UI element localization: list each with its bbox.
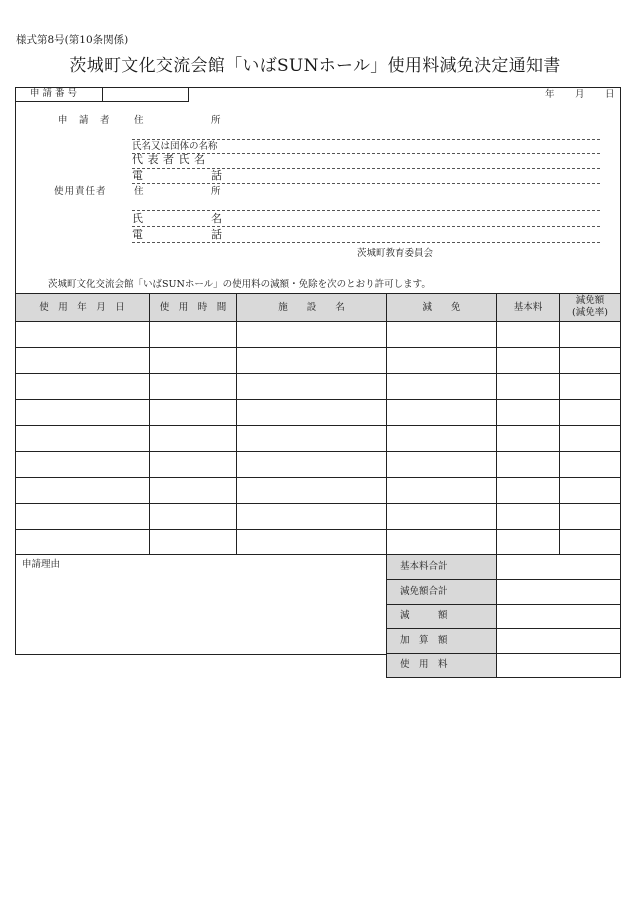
date-day-label: 日 bbox=[605, 89, 615, 100]
cell-usage-date[interactable] bbox=[16, 452, 149, 476]
applicant-label: 申 請 者 bbox=[58, 115, 111, 126]
cell-usage-date[interactable] bbox=[16, 530, 149, 554]
cell-basic-fee[interactable] bbox=[497, 530, 559, 554]
cell-usage-date[interactable] bbox=[16, 426, 149, 450]
surcharge-field[interactable] bbox=[498, 630, 618, 652]
col-header-discount-rate: (減免率) bbox=[572, 307, 608, 318]
col-header-facility-name: 施 設 名 bbox=[278, 302, 345, 313]
cell-facility-name[interactable] bbox=[237, 426, 386, 450]
col-header-usage-date: 使 用 年 月 日 bbox=[39, 302, 125, 313]
cell-usage-time[interactable] bbox=[150, 400, 236, 424]
summary-usage-fee-label: 使 用 料 bbox=[400, 659, 448, 670]
cell-usage-date[interactable] bbox=[16, 348, 149, 372]
cell-discount[interactable] bbox=[560, 400, 620, 424]
page-title: 茨城町文化交流会館「いばSUNホール」使用料減免決定通知書 bbox=[69, 56, 561, 76]
date-year-label: 年 bbox=[545, 89, 555, 100]
cell-usage-date[interactable] bbox=[16, 400, 149, 424]
responsible-label: 使用責任者 bbox=[54, 186, 107, 197]
cell-facility-name[interactable] bbox=[237, 322, 386, 346]
responsible-phone-line[interactable] bbox=[132, 242, 600, 243]
cell-facility-name[interactable] bbox=[237, 530, 386, 554]
responsible-name-char2: 名 bbox=[211, 212, 222, 225]
cell-usage-time[interactable] bbox=[150, 322, 236, 346]
summary-usage-fee bbox=[400, 659, 482, 671]
cell-usage-time[interactable] bbox=[150, 530, 236, 554]
notice-text: 茨城町文化交流会館「いばSUNホール」の使用料の減額・免除を次のとおり許可します。 bbox=[48, 279, 431, 290]
cell-basic-fee[interactable] bbox=[497, 452, 559, 476]
cell-discount[interactable] bbox=[560, 426, 620, 450]
cell-basic-fee[interactable] bbox=[497, 348, 559, 372]
cell-usage-time[interactable] bbox=[150, 452, 236, 476]
summary-discount-total bbox=[400, 586, 482, 598]
responsible-address-char1: 住 bbox=[134, 186, 144, 197]
cell-basic-fee[interactable] bbox=[497, 400, 559, 424]
cell-basic-fee[interactable] bbox=[497, 374, 559, 398]
cell-discount[interactable] bbox=[560, 504, 620, 528]
form-number: 様式第8号(第10条関係) bbox=[16, 34, 129, 46]
col-header-usage-time: 使 用 時 間 bbox=[159, 302, 227, 313]
cell-exemption[interactable] bbox=[387, 504, 496, 528]
summary-basic-fee-total bbox=[400, 561, 482, 573]
cell-exemption[interactable] bbox=[387, 452, 496, 476]
cell-exemption[interactable] bbox=[387, 530, 496, 554]
cell-basic-fee[interactable] bbox=[497, 322, 559, 346]
cell-basic-fee[interactable] bbox=[497, 426, 559, 450]
summary-discount-total-label: 減免額合計 bbox=[400, 586, 448, 597]
cell-exemption[interactable] bbox=[387, 374, 496, 398]
cell-discount[interactable] bbox=[560, 452, 620, 476]
cell-usage-time[interactable] bbox=[150, 374, 236, 398]
cell-exemption[interactable] bbox=[387, 322, 496, 346]
cell-discount[interactable] bbox=[560, 530, 620, 554]
col-header-basic-fee: 基本料 bbox=[513, 302, 543, 313]
summary-surcharge bbox=[400, 635, 482, 647]
date-month-label: 月 bbox=[575, 89, 585, 100]
cell-exemption[interactable] bbox=[387, 478, 496, 502]
applicant-address-char2: 所 bbox=[211, 115, 221, 126]
cell-facility-name[interactable] bbox=[237, 374, 386, 398]
cell-facility-name[interactable] bbox=[237, 348, 386, 372]
cell-exemption[interactable] bbox=[387, 426, 496, 450]
cell-usage-time[interactable] bbox=[150, 478, 236, 502]
responsible-phone-char2: 話 bbox=[211, 228, 222, 241]
cell-discount[interactable] bbox=[560, 322, 620, 346]
applicant-address-line[interactable] bbox=[132, 139, 600, 140]
reason-label: 申請理由 bbox=[22, 559, 61, 570]
responsible-name-line[interactable] bbox=[132, 226, 600, 227]
cell-discount[interactable] bbox=[560, 348, 620, 372]
responsible-address-line[interactable] bbox=[132, 210, 600, 211]
cell-facility-name[interactable] bbox=[237, 504, 386, 528]
cell-usage-date[interactable] bbox=[16, 322, 149, 346]
application-number-field[interactable] bbox=[103, 88, 187, 100]
cell-facility-name[interactable] bbox=[237, 478, 386, 502]
cell-basic-fee[interactable] bbox=[497, 478, 559, 502]
usage-fee-field[interactable] bbox=[498, 654, 618, 676]
phone-char2: 話 bbox=[211, 169, 222, 182]
cell-usage-date[interactable] bbox=[16, 374, 149, 398]
cell-exemption[interactable] bbox=[387, 348, 496, 372]
cell-discount[interactable] bbox=[560, 374, 620, 398]
cell-usage-time[interactable] bbox=[150, 504, 236, 528]
reason-field[interactable] bbox=[18, 574, 382, 650]
summary-reduction-label: 減 額 bbox=[400, 610, 448, 621]
responsible-phone-char1: 電 bbox=[132, 228, 143, 241]
reduction-field[interactable] bbox=[498, 605, 618, 627]
phone-line[interactable] bbox=[132, 183, 600, 184]
summary-surcharge-label: 加 算 額 bbox=[400, 635, 448, 646]
cell-basic-fee[interactable] bbox=[497, 504, 559, 528]
basic-fee-total-field[interactable] bbox=[498, 556, 618, 578]
col-header-exemption: 減 免 bbox=[422, 302, 461, 313]
cell-usage-date[interactable] bbox=[16, 504, 149, 528]
discount-total-field[interactable] bbox=[498, 581, 618, 603]
summary-reduction bbox=[400, 610, 482, 622]
org-name-label: 氏名又は団体の名称 bbox=[132, 141, 218, 152]
issuer-name: 茨城町教育委員会 bbox=[357, 248, 434, 259]
cell-exemption[interactable] bbox=[387, 400, 496, 424]
cell-usage-time[interactable] bbox=[150, 348, 236, 372]
col-header-discount-amount: 減免額 bbox=[575, 295, 605, 306]
cell-facility-name[interactable] bbox=[237, 452, 386, 476]
phone-char1: 電 bbox=[132, 169, 143, 182]
representative-line[interactable] bbox=[132, 168, 600, 169]
representative-label: 代表者氏名 bbox=[132, 153, 210, 166]
applicant-address-char1: 住 bbox=[134, 115, 144, 126]
cell-usage-date[interactable] bbox=[16, 478, 149, 502]
application-number-label: 申請番号 bbox=[30, 88, 81, 99]
responsible-name-char1: 氏 bbox=[132, 212, 143, 225]
cell-discount[interactable] bbox=[560, 478, 620, 502]
cell-facility-name[interactable] bbox=[237, 400, 386, 424]
responsible-address-char2: 所 bbox=[211, 186, 221, 197]
summary-basic-fee-total-label: 基本料合計 bbox=[400, 561, 448, 572]
cell-usage-time[interactable] bbox=[150, 426, 236, 450]
